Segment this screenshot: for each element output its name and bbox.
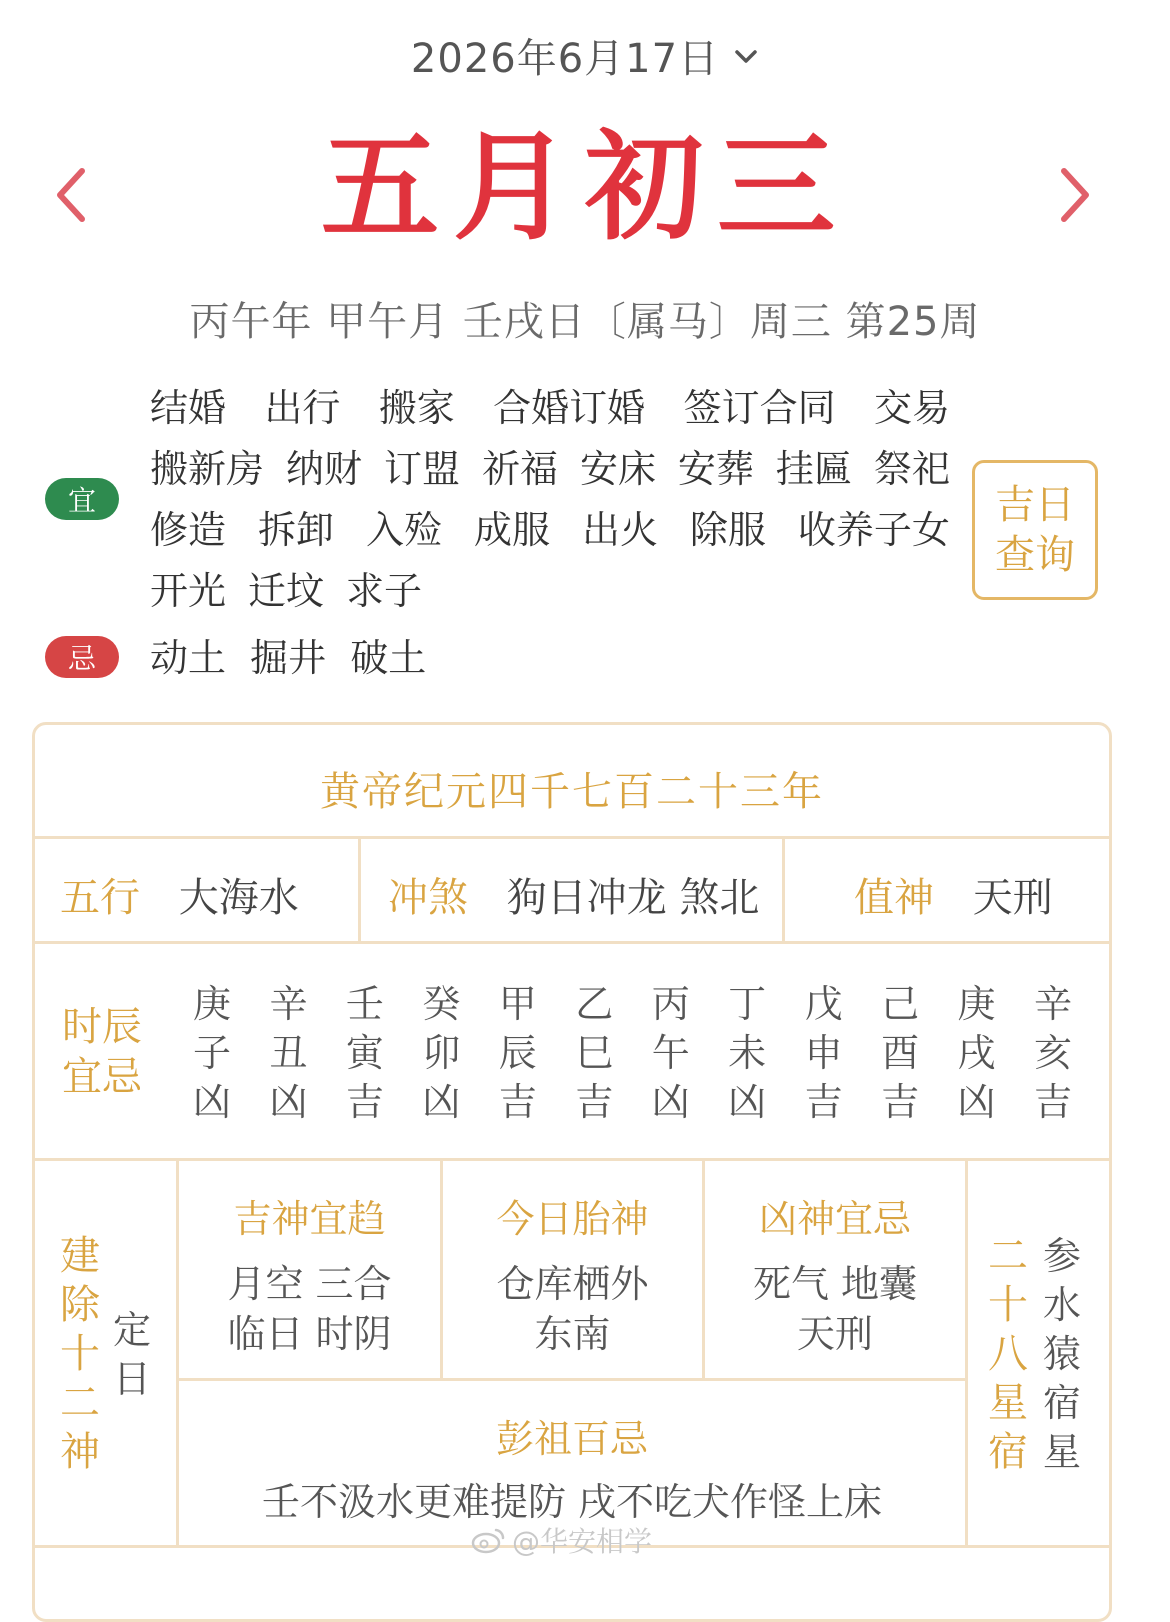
wuxing-value: 大海水 xyxy=(178,875,299,921)
pengzu-text: 壬不汲水更难提防 戌不吃犬作怪上床 xyxy=(261,1480,883,1524)
taishen-line1: 仓库栖外 xyxy=(496,1262,649,1306)
xingxiu-value-char: 水 xyxy=(1042,1283,1081,1327)
xingxiu-char: 星 xyxy=(988,1380,1028,1426)
hour-stem: 乙 xyxy=(575,982,614,1026)
hour-stem: 庚 xyxy=(957,982,996,1026)
ji-list xyxy=(150,628,438,689)
hour-column xyxy=(950,980,1004,1127)
xingxiu-char: 宿 xyxy=(988,1429,1028,1475)
hour-stem: 丙 xyxy=(651,982,690,1026)
hour-branch: 酉 xyxy=(881,1031,920,1075)
weibo-icon xyxy=(470,1526,506,1554)
ji-badge: 忌 xyxy=(45,636,119,678)
hour-column xyxy=(720,980,774,1127)
hour-branch: 巳 xyxy=(575,1031,614,1075)
era-year: 黄帝纪元四千七百二十三年 xyxy=(320,769,824,815)
yi-row xyxy=(150,561,950,622)
zhishen-cell xyxy=(854,866,1053,923)
hour-branch: 戌 xyxy=(957,1031,996,1075)
jishen-box xyxy=(179,1188,440,1359)
jianchu-value-char: 定 xyxy=(112,1308,151,1352)
hour-column xyxy=(185,980,239,1127)
hour-branch: 午 xyxy=(651,1031,690,1075)
wuxing-cell xyxy=(60,866,299,923)
hour-branch: 亥 xyxy=(1033,1031,1072,1075)
yi-item: 交易 xyxy=(873,386,950,430)
hour-luck: 吉 xyxy=(881,1080,920,1124)
pengzu-title: 彭祖百忌 xyxy=(495,1417,648,1461)
hour-column xyxy=(1026,980,1080,1127)
yi-list xyxy=(150,378,950,622)
chevron-down-icon xyxy=(733,48,759,66)
chevron-right-icon xyxy=(1056,165,1096,225)
ganzhi-line: 丙午年 甲午月 壬戌日〔属马〕周三 第25周 xyxy=(189,299,981,345)
hour-luck: 吉 xyxy=(1033,1080,1072,1124)
divider xyxy=(32,1158,1112,1161)
hour-column xyxy=(338,980,392,1127)
hour-branch: 未 xyxy=(728,1031,767,1075)
xingxiu-char: 十 xyxy=(988,1282,1028,1328)
yi-item: 修造 xyxy=(150,508,227,552)
yi-row xyxy=(150,439,950,500)
xingxiu-value-char: 猿 xyxy=(1042,1332,1081,1376)
jianchu-value-char: 日 xyxy=(112,1357,151,1401)
xingxiu-char: 二 xyxy=(988,1233,1028,1279)
lunar-date: 五月初三 xyxy=(320,117,849,256)
hour-luck: 吉 xyxy=(345,1080,384,1124)
yi-item: 安葬 xyxy=(677,447,754,491)
yi-row xyxy=(150,500,950,561)
shichen-hours xyxy=(185,980,1080,1127)
chongsha-cell xyxy=(388,866,759,923)
hour-luck: 凶 xyxy=(957,1080,996,1124)
yi-item: 合婚订婚 xyxy=(493,386,646,430)
ji-item: 掘井 xyxy=(250,636,327,680)
yi-item: 入殓 xyxy=(365,508,442,552)
taishen-line2: 东南 xyxy=(534,1312,611,1356)
yi-item: 迁坟 xyxy=(248,569,325,613)
hour-stem: 辛 xyxy=(1033,982,1072,1026)
xingxiu-value-char: 参 xyxy=(1042,1234,1081,1278)
date-selector[interactable] xyxy=(0,22,1170,88)
divider xyxy=(358,836,361,942)
jishen-title: 吉神宜趋 xyxy=(233,1197,386,1241)
hour-column xyxy=(261,980,315,1127)
hour-column xyxy=(644,980,698,1127)
divider xyxy=(32,941,1112,944)
hour-luck: 凶 xyxy=(192,1080,231,1124)
yi-item: 挂匾 xyxy=(775,447,852,491)
hour-luck: 凶 xyxy=(651,1080,690,1124)
solar-date: 2026年6月17日 xyxy=(410,35,720,82)
hour-column xyxy=(797,980,851,1127)
hour-luck: 凶 xyxy=(269,1080,308,1124)
zhishen-label: 值神 xyxy=(854,875,934,921)
ji-item: 动土 xyxy=(150,636,227,680)
divider xyxy=(965,1158,968,1546)
hour-stem: 甲 xyxy=(498,982,537,1026)
xingxiu-value-char: 星 xyxy=(1042,1430,1081,1474)
jishen-line1: 月空 三合 xyxy=(227,1262,392,1306)
yi-item: 收养子女 xyxy=(797,508,950,552)
jianchu-char: 十 xyxy=(60,1331,100,1377)
hour-branch: 卯 xyxy=(422,1031,461,1075)
hour-stem: 己 xyxy=(881,982,920,1026)
xingxiu-value xyxy=(1040,1232,1084,1477)
hour-column xyxy=(873,980,927,1127)
hour-column xyxy=(567,980,621,1127)
watermark xyxy=(470,1520,652,1560)
shichen-label-line1: 时辰 xyxy=(62,1004,142,1050)
taishen-box xyxy=(443,1188,702,1359)
shichen-label xyxy=(62,1002,142,1102)
hour-stem: 壬 xyxy=(345,982,384,1026)
yi-item: 祭祀 xyxy=(873,447,950,491)
xingxiu-char: 八 xyxy=(988,1331,1028,1377)
yi-item: 求子 xyxy=(346,569,423,613)
ji-item: 破土 xyxy=(350,636,427,680)
yi-item: 结婚 xyxy=(150,386,227,430)
xingxiu-label xyxy=(986,1232,1030,1477)
hour-luck: 凶 xyxy=(728,1080,767,1124)
divider xyxy=(32,836,1112,839)
jianchu-char: 建 xyxy=(60,1233,100,1279)
watermark-text: @华安相学 xyxy=(512,1525,653,1558)
jiri-label-line2: 查询 xyxy=(995,532,1075,578)
divider xyxy=(782,836,785,942)
jianchu-value xyxy=(110,1306,154,1404)
yi-item: 祈福 xyxy=(481,447,558,491)
hour-branch: 申 xyxy=(804,1031,843,1075)
jianchu-char: 除 xyxy=(60,1282,100,1328)
hour-stem: 戊 xyxy=(804,982,843,1026)
hour-luck: 吉 xyxy=(498,1080,537,1124)
yi-item: 成服 xyxy=(473,508,550,552)
xiongshen-box xyxy=(705,1188,965,1359)
divider xyxy=(177,1378,967,1381)
yi-item: 搬新房 xyxy=(150,447,265,491)
hour-branch: 子 xyxy=(192,1031,231,1075)
chongsha-value: 狗日冲龙 煞北 xyxy=(506,875,760,921)
yi-item: 签订合同 xyxy=(683,386,836,430)
xiongshen-line2: 天刑 xyxy=(796,1312,873,1356)
hour-column xyxy=(414,980,468,1127)
hour-luck: 吉 xyxy=(575,1080,614,1124)
pengzu-box xyxy=(179,1408,965,1527)
yi-item: 安床 xyxy=(579,447,656,491)
zhishen-value: 天刑 xyxy=(972,875,1053,921)
yi-item: 开光 xyxy=(150,569,227,613)
xiongshen-title: 凶神宜忌 xyxy=(758,1197,911,1241)
jishen-line2: 临日 时阴 xyxy=(227,1312,392,1356)
hour-stem: 辛 xyxy=(269,982,308,1026)
yi-row xyxy=(150,378,950,439)
hour-luck: 吉 xyxy=(804,1080,843,1124)
yi-item: 拆卸 xyxy=(257,508,334,552)
chongsha-label: 冲煞 xyxy=(388,875,468,921)
jiri-label-line1: 吉日 xyxy=(995,482,1075,528)
hour-column xyxy=(491,980,545,1127)
hour-stem: 丁 xyxy=(728,982,767,1026)
jianchu-char: 二 xyxy=(60,1380,100,1426)
yi-item: 出行 xyxy=(264,386,341,430)
xingxiu-value-char: 宿 xyxy=(1042,1381,1081,1425)
hour-branch: 辰 xyxy=(498,1031,537,1075)
yi-item: 订盟 xyxy=(383,447,460,491)
hour-stem: 癸 xyxy=(422,982,461,1026)
hour-luck: 凶 xyxy=(422,1080,461,1124)
hour-branch: 寅 xyxy=(345,1031,384,1075)
yi-item: 搬家 xyxy=(378,386,455,430)
jianchu-char: 神 xyxy=(60,1429,100,1475)
shichen-label-line2: 宜忌 xyxy=(62,1054,142,1100)
yi-badge: 宜 xyxy=(45,478,119,520)
yi-item: 出火 xyxy=(581,508,658,552)
next-day-button[interactable] xyxy=(1046,160,1106,230)
jianchu-label xyxy=(58,1232,102,1477)
yi-item: 除服 xyxy=(689,508,766,552)
xiongshen-line1: 死气 地囊 xyxy=(752,1262,918,1306)
yi-item: 纳财 xyxy=(285,447,362,491)
auspicious-day-query-button[interactable] xyxy=(972,460,1098,600)
taishen-title: 今日胎神 xyxy=(496,1197,649,1241)
hour-branch: 丑 xyxy=(269,1031,308,1075)
hour-stem: 庚 xyxy=(192,982,231,1026)
wuxing-label: 五行 xyxy=(60,875,140,921)
